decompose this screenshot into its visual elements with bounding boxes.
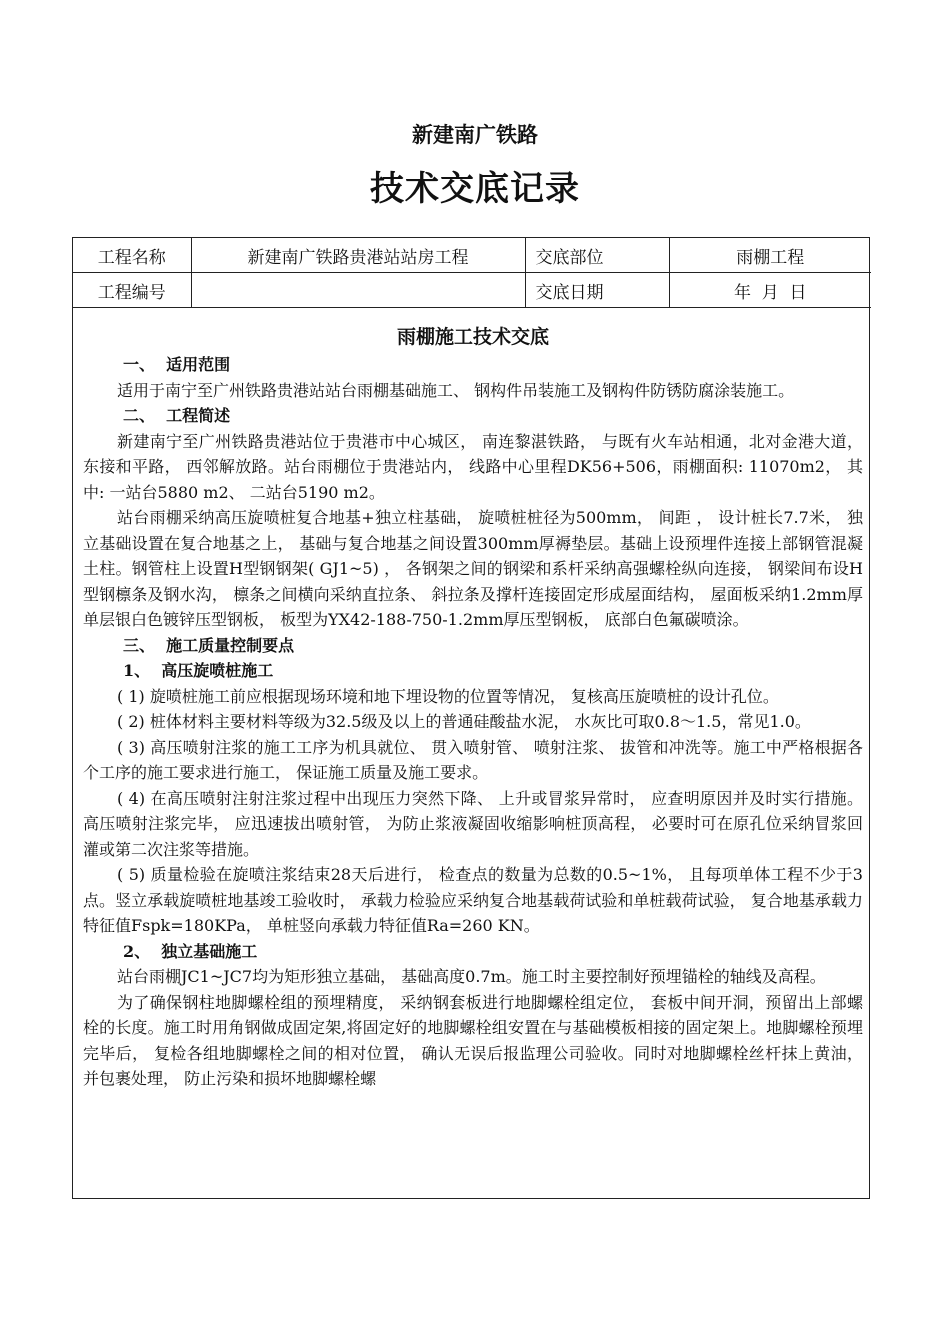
section-3-2-title: 2、 独立基础施工 (123, 941, 258, 961)
section-3-1-item-1: ( 1) 旋喷桩施工前应根据现场环境和地下埋设物的位置等情况， 复核高压旋喷桩的设计孔位。 (117, 686, 779, 706)
info-row-1 (73, 238, 871, 273)
info-table (73, 238, 871, 308)
project-no-value (191, 273, 525, 308)
section-3-1-item-4: ( 4) 在高压喷射注射注浆过程中出现压力突然下降、 上升或冒浆异常时， 应查明原因并及时实行措施。高压喷射注浆完毕， 应迅速拔出喷射管， 为防止浆液凝固收缩影响桩顶高程， 必要时可在原孔位采纳冒浆回灌或第二次注浆等措施。 (83, 788, 863, 859)
project-no-label: 工程编号 (73, 273, 191, 308)
section-3-1-title: 1、 高压旋喷桩施工 (123, 661, 274, 680)
location-label: 交底部位 (525, 238, 669, 273)
org-title: 新建南广铁路 (412, 122, 538, 147)
project-name-value: 新建南广铁路贵港站站房工程 (191, 238, 525, 273)
section-2-title: 二、 工程简述 (123, 406, 231, 425)
section-3-2-paragraph-2: 为了确保钢柱地脚螺栓组的预埋精度， 采纳钢套板进行地脚螺栓组定位， 套板中间开洞，预留出上部螺栓的长度。施工时用角钢做成固定架,将固定好的地脚螺栓组安置在与基础模板相接的固定架上。地脚螺栓预埋完毕后， 复检各组地脚螺栓之间的相对位置， 确认无误后报监理公司验收。同时对地脚螺栓丝杆抹上黄油， 并包裹处理， 防止污染和损坏地脚螺栓螺 (83, 992, 863, 1088)
section-3-title: 三、 施工质量控制要点 (123, 635, 295, 655)
content-body (73, 308, 869, 1092)
document-title: 技术交底记录 (370, 169, 580, 209)
date-value: 年 月 日 (669, 273, 871, 308)
content-subtitle: 雨棚施工技术交底 (396, 326, 549, 348)
section-1-title: 一、 适用范围 (123, 355, 231, 374)
section-3-1-item-5: ( 5) 质量检验在旋喷注浆结束28天后进行， 检查点的数量为总数的0.5~1%， 且每项单体工程不少于3点。竖立承载旋喷桩地基竣工验收时， 承载力检验应采纳复合地基载荷试验和单桩载荷试验， 复合地基承载力特征值Fspk=180KPa， 单桩竖向承载力特征值Ra=260 KN。 (83, 865, 863, 935)
location-value: 雨棚工程 (669, 238, 871, 273)
project-name-label: 工程名称 (73, 238, 191, 273)
section-3-2-paragraph-1: 站台雨棚JC1~JC7均为矩形独立基础， 基础高度0.7m。施工时主要控制好预埋锚栓的轴线及高程。 (117, 967, 826, 986)
record-frame (72, 237, 870, 1199)
section-3-1-item-3: ( 3) 高压喷射注浆的施工工序为机具就位、 贯入喷射管、 喷射注浆、 拔管和冲洗等。施工中严格根据各个工序的施工要求进行施工， 保证施工质量及施工要求。 (83, 737, 863, 782)
section-1-paragraph: 适用于南宁至广州铁路贵港站站台雨棚基础施工、 钢构件吊装施工及钢构件防锈防腐涂装施工。 (117, 380, 795, 400)
section-3-1-item-2: ( 2) 桩体材料主要材料等级为32.5级及以上的普通硅酸盐水泥， 水灰比可取0.8～1.5，常见1.0。 (117, 712, 811, 731)
section-2-paragraph-1: 新建南宁至广州铁路贵港站位于贵港市中心城区， 南连黎湛铁路， 与既有火车站相通，北对金港大道， 东接和平路， 西邻解放路。站台雨棚位于贵港站内， 线路中心里程DK56+506，雨棚面积: 11070m2， 其中: 一站台5880 m2、 二站台5190 m2。 (83, 431, 863, 502)
info-row-2 (73, 273, 871, 308)
section-2-paragraph-2: 站台雨棚采纳高压旋喷桩复合地基+独立柱基础， 旋喷桩桩径为500mm， 间距 ， 设计桩长7.7米， 独立基础设置在复合地基之上， 基础与复合地基之间设置300mm厚褥垫层。基础上设预埋件连接上部钢管混凝土柱。钢管柱上设置H型钢钢架( GJ1~5) ， 各钢架之间的钢梁和系杆采纳高强螺栓纵向连接， 钢梁间布设H型钢檩条及钢水沟， 檩条之间横向采纳直拉条、 斜拉条及撑杆连接固定形成屋面结构， 屋面板采纳1.2mm厚单层银白色镀锌压型钢板， 板型为YX42-188-750-1.2mm厚压型钢板， 底部白色氟碳喷涂。 (83, 508, 863, 629)
date-label: 交底日期 (525, 273, 669, 308)
